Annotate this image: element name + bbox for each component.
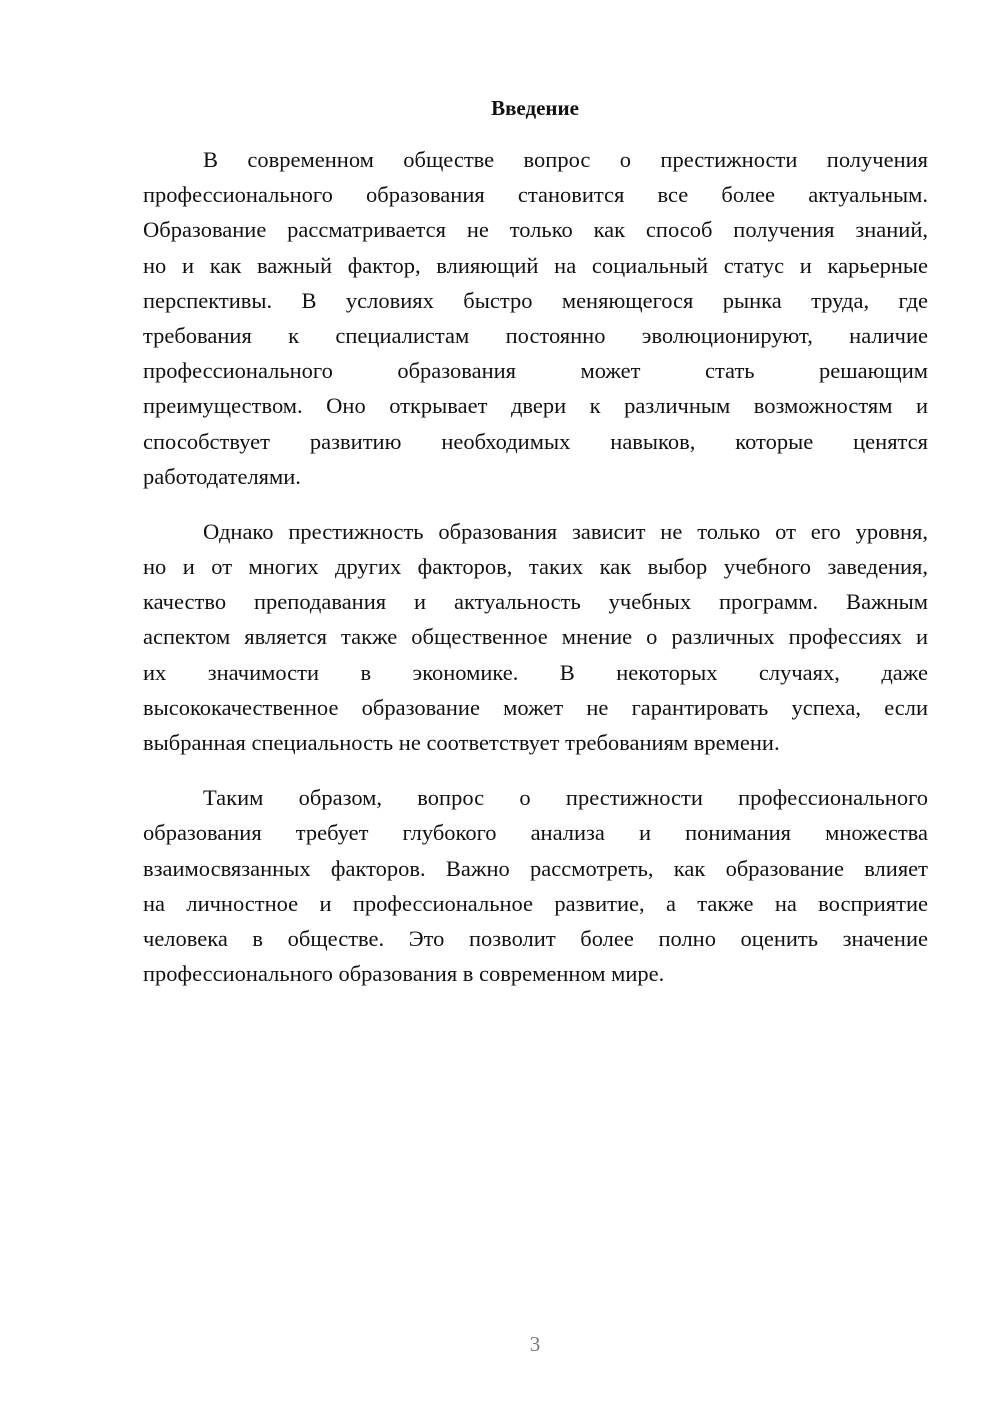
page-number: 3 [529, 1332, 541, 1356]
paragraph [143, 780, 928, 991]
text-line: работодателями. [143, 463, 301, 489]
text-line: человека в обществе. Это позволит более полно оценить значение [143, 925, 928, 951]
document-body [143, 142, 928, 1011]
text-line: их значимости в экономике. В некоторых случаях, даже [143, 659, 928, 685]
text-line: требования к специалистам постоянно эволюционируют, наличие [143, 322, 928, 348]
text-line: перспективы. В условиях быстро меняющегося рынка труда, где [143, 287, 928, 313]
text-line: образования требует глубокого анализа и понимания множества [143, 820, 928, 846]
text-line: аспектом является также общественное мнение о различных профессиях и [143, 624, 928, 650]
text-line: способствует развитию необходимых навыков, которые ценятся [143, 428, 928, 454]
text-line: Однако престижность образования зависит не только от его уровня, [203, 518, 928, 544]
text-line: высококачественное образование может не гарантировать успеха, если [143, 694, 928, 720]
paragraph [143, 142, 928, 494]
text-line: профессионального образования в современном мире. [143, 961, 665, 987]
section-title: Введение [491, 96, 579, 120]
text-line: преимуществом. Оно открывает двери к различным возможностям и [143, 393, 928, 419]
text-line: взаимосвязанных факторов. Важно рассмотреть, как образование влияет [143, 855, 928, 881]
text-line: Таким образом, вопрос о престижности профессионального [203, 785, 928, 811]
text-line: выбранная специальность не соответствует требованиям времени. [143, 730, 780, 755]
text-line: на личностное и профессиональное развитие, а также на восприятие [143, 890, 928, 916]
text-line: профессионального образования может стать решающим [143, 358, 928, 384]
text-line: Образование рассматривается не только как способ получения знаний, [143, 217, 928, 243]
text-line: но и как важный фактор, влияющий на социальный статус и карьерные [143, 252, 928, 278]
text-line: профессионального образования становится все более актуальным. [143, 182, 928, 208]
text-line: качество преподавания и актуальность учебных программ. Важным [143, 589, 928, 615]
text-line: В современном обществе вопрос о престижности получения [203, 147, 928, 172]
paragraph [143, 514, 928, 760]
text-line: но и от многих других факторов, таких как выбор учебного заведения, [143, 554, 928, 580]
